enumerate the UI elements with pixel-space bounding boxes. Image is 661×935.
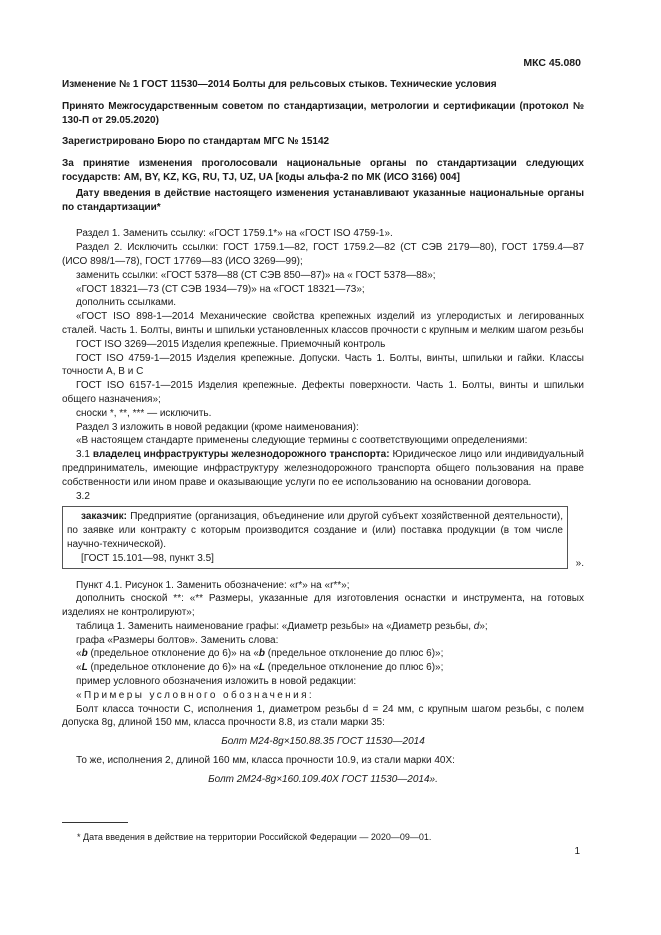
text-span: таблица 1. Заменить наименование графы: «Диаметр резьбы» на «Диаметр резьбы, [76,620,474,632]
paragraph: «В настоящем стандарте применены следующие термины с соответствующими определениями: [76,435,528,447]
paragraph: Раздел 2. Исключить ссылки: ГОСТ 1759.1—82, ГОСТ 1759.2—82 (СТ СЭВ 2179—80), ГОСТ 1759.4—87 (ИСО 898/1—78), ГОСТ 17769—83 (ИСО 3269—99); [62,242,584,267]
definition-term: владелец инфраструктуры железнодорожного транспорта: [92,449,390,461]
example-text: Болт класса точности С, исполнения 1, диаметром резьбы d = 24 мм, с крупным шагом резьбы, с полем допуска 8g, длиной 150 мм, класса прочности 8.8, из стали марки 35: [62,703,584,729]
text-span: (предельное отклонение до плюс 6)»; [265,662,444,674]
text-span: (предельное отклонение до 6)» на « [87,648,259,660]
paragraph: графа «Размеры болтов». Заменить слова: [76,634,279,646]
footnote-divider [62,822,128,823]
classification-code: МКС 45.080 [523,57,581,69]
document-body [62,78,584,787]
example-designation-2: Болт 2М24-8g×160.109.40Х ГОСТ 11530—2014». [208,773,438,785]
definition-number: 3.1 [76,449,90,461]
text-span: « [76,662,82,674]
paragraph: «ГОСТ ISO 898-1—2014 Механические свойства крепежных изделий из углеродистых и легированных сталей. Часть 1. Болты, винты и шпильки установленных классов прочности с крупным и мелким шагом резьбы [62,311,584,336]
example-text-2: То же, исполнения 2, длиной 160 мм, класса прочности 10.9, из стали марки 40Х: [76,755,455,767]
voted-statement: За принятие изменения проголосовали национальные органы по стандартизации следующих государств: AM, BY, KZ, KG, RU, TJ, UZ, UA [коды альфа-2 по МК (ИСО 3166) 004] [62,158,584,183]
box-term: заказчик: [81,511,127,523]
paragraph: ГОСТ ISO 6157-1—2015 Изделия крепежные. Дефекты поверхности. Часть 1. Болты, винты и шпильки общего назначения»; [62,380,584,405]
text-span: »; [479,620,488,632]
definition-3-2-number: 3.2 [76,490,90,502]
adopted-statement: Принято Межгосударственным советом по стандартизации, метрологии и сертификации (протокол № 130-П от 29.05.2020) [62,100,584,126]
paragraph: дополнить ссылками. [76,297,177,309]
example-designation-1: Болт М24-8g×150.88.35 ГОСТ 11530—2014 [221,736,425,748]
symbol-d: d [473,620,480,632]
effective-statement: Дату введения в действие настоящего изменения устанавливают указанные национальные органы по стандартизации* [62,187,584,213]
b-replace-line [62,647,584,661]
footnote: * Дата введения в действие на территории Российской Федерации — 2020—09—01. [77,832,432,842]
paragraph: Раздел 3 изложить в новой редакции (кроме наименования): [76,421,359,433]
symbol-L: L [258,662,266,674]
symbol-L: L [81,662,88,674]
symbol-b: b [258,648,266,660]
paragraph: ГОСТ ISO 4759-1—2015 Изделия крепежные. Допуски. Часть 1. Болты, винты, шпильки и гайки. Классы точности А, В и С [62,352,584,378]
paragraph: заменить ссылки: «ГОСТ 5378—88 (СТ СЭВ 850—87)» на « ГОСТ 5378—88»; [76,269,436,281]
box-closing-quote: ». [575,557,584,569]
definition-3-1 [62,448,584,489]
definition-box [62,506,568,568]
paragraph: Раздел 1. Заменить ссылку: «ГОСТ 1759.1*» на «ГОСТ ISO 4759-1». [76,228,393,240]
box-reference: [ГОСТ 15.101—98, пункт 3.5] [81,552,214,564]
table-rename-line [62,620,584,634]
box-text: Предприятие (организация, объединение или другой субъект хозяйственной деятельности), по заявке или контракту с которым производится создание и (или) поставка продукции (в том числе научно-технической). [67,511,563,550]
paragraph: пример условного обозначения изложить в новой редакции: [76,676,357,688]
example-heading: «Примеры условного обозначения: [76,689,315,701]
page-number: 1 [574,846,580,857]
symbol-b: b [81,648,88,660]
text-span: (предельное отклонение до 6)» на « [87,662,259,674]
paragraph: «ГОСТ 18321—73 (СТ СЭВ 1934—79)» на «ГОСТ 18321—73»; [76,283,365,295]
paragraph: ГОСТ ISO 3269—2015 Изделия крепежные. Приемочный контроль [76,338,386,350]
text-span: « [76,648,82,660]
paragraph: сноски *, **, *** — исключить. [76,407,212,419]
paragraph: дополнить сноской **: «** Размеры, указанные для изготовления оснастки и инструмента, на готовых изделиях не контролируют»; [62,593,584,619]
registered-statement: Зарегистрировано Бюро по стандартам МГС № 15142 [62,136,330,148]
paragraph: Пункт 4.1. Рисунок 1. Заменить обозначение: «r*» на «r**»; [76,579,350,591]
definition-box-wrapper [62,506,584,568]
definition-text: Юридическое лицо или индивидуальный предприниматель, имеющие инфраструктуру железнодорожного транспорта общего пользования на праве собственности или ином праве и оказывающие услуги по ее использованию на основании договора. [62,449,584,488]
box-definition [67,510,563,551]
L-replace-line [62,661,584,675]
text-span: (предельное отклонение до плюс 6)»; [265,648,444,660]
amendment-title: Изменение № 1 ГОСТ 11530—2014 Болты для рельсовых стыков. Технические условия [62,79,497,90]
